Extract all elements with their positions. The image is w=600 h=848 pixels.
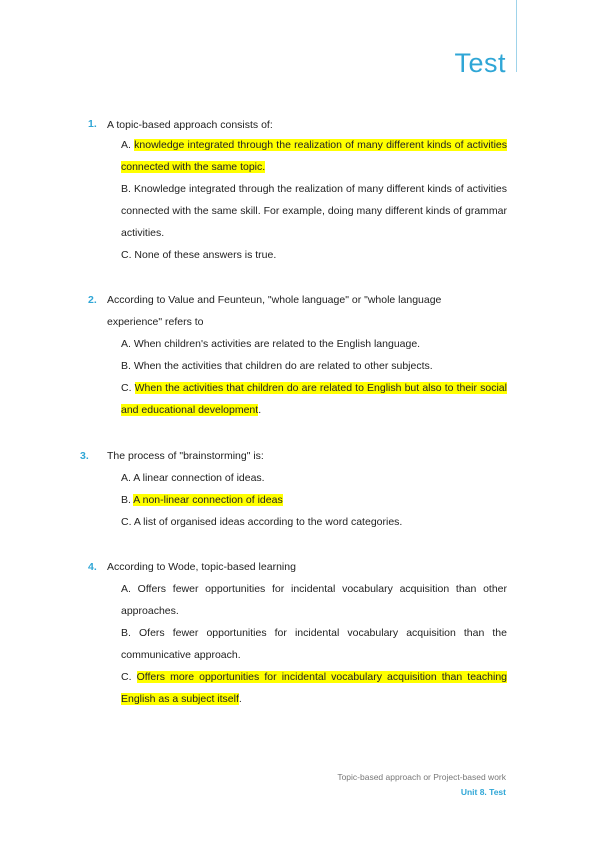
option-text: Offers fewer opportunities for incidental vocabulary acquisition than other approaches.: [121, 583, 507, 617]
option-a: [121, 467, 507, 489]
option-letter: A.: [121, 583, 131, 595]
option-c: [121, 244, 507, 266]
option-text: A list of organised ideas according to the word categories.: [133, 516, 403, 528]
option-text: Ofers fewer opportunities for incidental vocabulary acquisition than the communicative approach.: [121, 627, 507, 661]
question-text: According to Value and Feunteun, "whole language" or "whole language experience" refers to: [107, 294, 442, 328]
highlighted-answer: A non-linear connection of ideas: [133, 494, 283, 506]
question-text: According to Wode, topic-based learning: [107, 561, 296, 573]
footer-subtitle: Topic-based approach or Project-based work: [337, 772, 506, 782]
option-b: [121, 178, 507, 244]
option-a: [121, 134, 507, 178]
header-divider-line: [516, 0, 517, 72]
option-letter: A.: [121, 139, 131, 151]
option-letter: A.: [121, 338, 131, 350]
option-text: A linear connection of ideas.: [133, 472, 265, 484]
option-letter: C.: [121, 671, 132, 683]
option-letter: B.: [121, 627, 131, 639]
option-b: [121, 622, 507, 666]
option-letter: C.: [121, 382, 132, 394]
option-text: When children's activities are related to the English language.: [133, 338, 421, 350]
option-text: None of these answers is true.: [134, 249, 277, 261]
option-letter: B.: [121, 360, 131, 372]
option-c: [121, 511, 507, 533]
option-letter: B.: [121, 494, 131, 506]
option-b: [121, 489, 507, 511]
option-letter: C.: [121, 249, 132, 261]
option-a: [121, 578, 507, 622]
option-letter: B.: [121, 183, 131, 195]
option-c: [121, 377, 507, 421]
option-letter: A.: [121, 472, 131, 484]
option-letter: C.: [121, 516, 132, 528]
option-b: [121, 355, 507, 377]
question-number: 2.: [88, 294, 97, 306]
footer-unit: Unit 8. Test: [460, 787, 506, 797]
punctuation: .: [238, 693, 242, 705]
question-text: A topic-based approach consists of:: [107, 119, 273, 131]
option-a: [121, 333, 507, 355]
highlighted-answer: knowledge integrated through the realization of many different kinds of activities connected with the same topic.: [121, 139, 507, 173]
option-text: Knowledge integrated through the realization of many different kinds of activities connected with the same skill. For example, doing many different kinds of grammar activities.: [121, 183, 507, 239]
page-title: Test: [454, 48, 506, 78]
question-text: The process of "brainstorming" is:: [107, 450, 264, 462]
highlighted-answer: Offers more opportunities for incidental vocabulary acquisition than teaching English as a subject itself: [121, 671, 507, 705]
question-number: 1.: [88, 118, 97, 130]
punctuation: .: [258, 404, 262, 416]
highlighted-answer: When the activities that children do are related to English but also to their social and educational development: [121, 382, 507, 416]
option-text: When the activities that children do are related to other subjects.: [133, 360, 433, 372]
question-number: 3.: [80, 450, 89, 462]
option-c: [121, 666, 507, 710]
question-number: 4.: [88, 561, 97, 573]
